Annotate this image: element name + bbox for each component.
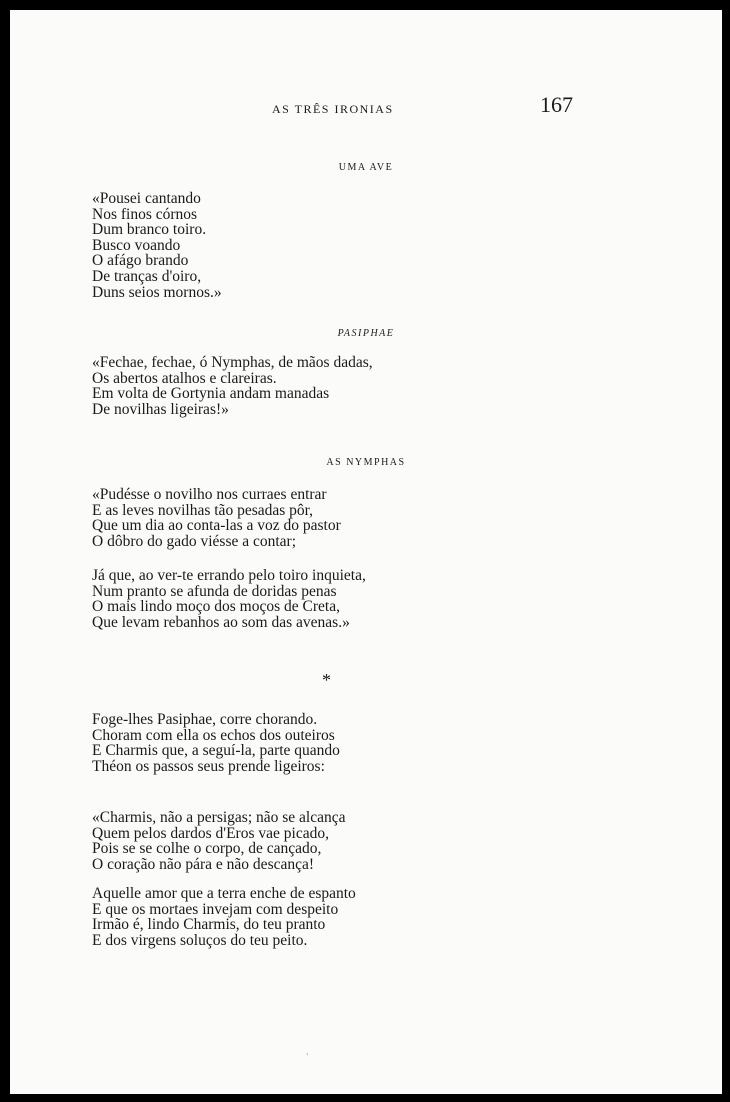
page-number: 167 [540,92,573,117]
verse-line: Foge-lhes Pasiphae, corre chorando. [92,711,318,728]
verse-line: «Pousei cantando [92,190,201,207]
verse-line: E que os mortaes invejam com despeito [92,900,339,918]
verse-line: Théon os passos seus prende ligeiros: [92,757,325,775]
verse-line: Busco voando [92,236,181,254]
section-title-pasiphae: PASIPHAE [337,328,395,339]
verse-line: Pois se se colhe o corpo, de cançado, [92,840,322,858]
verse-line: Que um dia ao conta-las a voz do pastor [92,517,341,535]
verse-line: E Charmis que, a seguí-la, parte quando [92,742,340,760]
footer-mark: · [306,1050,309,1059]
verse-line: E dos virgens soluços do teu peito. [92,931,308,949]
section-separator: * [322,670,331,690]
stanza-narrative-2 [92,810,346,872]
running-head: AS TRÊS IRONIAS [272,102,394,116]
verse-line: O coração não pára e não descança! [92,855,315,873]
verse-line: De tranças d'oiro, [92,267,202,285]
verse-line: Irmão é, lindo Charmis, do teu pranto [92,916,326,934]
verse-line: Choram com ella os echos dos outeiros [92,726,335,744]
stanza-pasiphae [92,355,373,417]
verse-line: Aquelle amor que a terra enche de espanto [92,885,356,902]
verse-line: Duns seios mornos.» [92,283,222,301]
stanza-nymphas-1 [92,487,341,549]
verse-line: O afágo brando [92,252,189,270]
stanza-narrative-1 [92,712,340,774]
section-title-as-nymphas: AS NYMPHAS [326,457,406,468]
verse-line: Quem pelos dardos d'Eros vae picado, [92,824,329,842]
stanza-narrative-3 [92,886,356,948]
book-page [10,10,722,1094]
stanza-nymphas-2 [92,568,366,630]
verse-line: E as leves novilhas tão pesadas pôr, [92,501,314,519]
verse-line: O dôbro do gado viésse a contar; [92,532,297,550]
verse-line: Dum branco toiro. [92,221,207,239]
verse-line: Os abertos atalhos e clareiras. [92,369,277,387]
verse-line: «Pudésse o novilho nos curraes entrar [92,486,327,503]
verse-line: «Fechae, fechae, ó Nymphas, de mãos dadas, [92,354,373,371]
stanza-uma-ave [92,191,222,300]
verse-line: Que levam rebanhos ao som das avenas.» [92,613,350,631]
verse-line: Já que, ao ver-te errando pelo toiro inquieta, [92,567,366,584]
verse-line: «Charmis, não a persigas; não se alcança [92,809,346,826]
verse-line: De novilhas ligeiras!» [92,400,229,418]
verse-line: Num pranto se afunda de doridas penas [92,582,337,600]
section-title-uma-ave: UMA AVE [338,162,394,173]
verse-line: Nos finos córnos [92,205,198,223]
verse-line: O mais lindo moço dos moços de Creta, [92,598,340,616]
verse-line: Em volta de Gortynia andam manadas [92,385,330,403]
